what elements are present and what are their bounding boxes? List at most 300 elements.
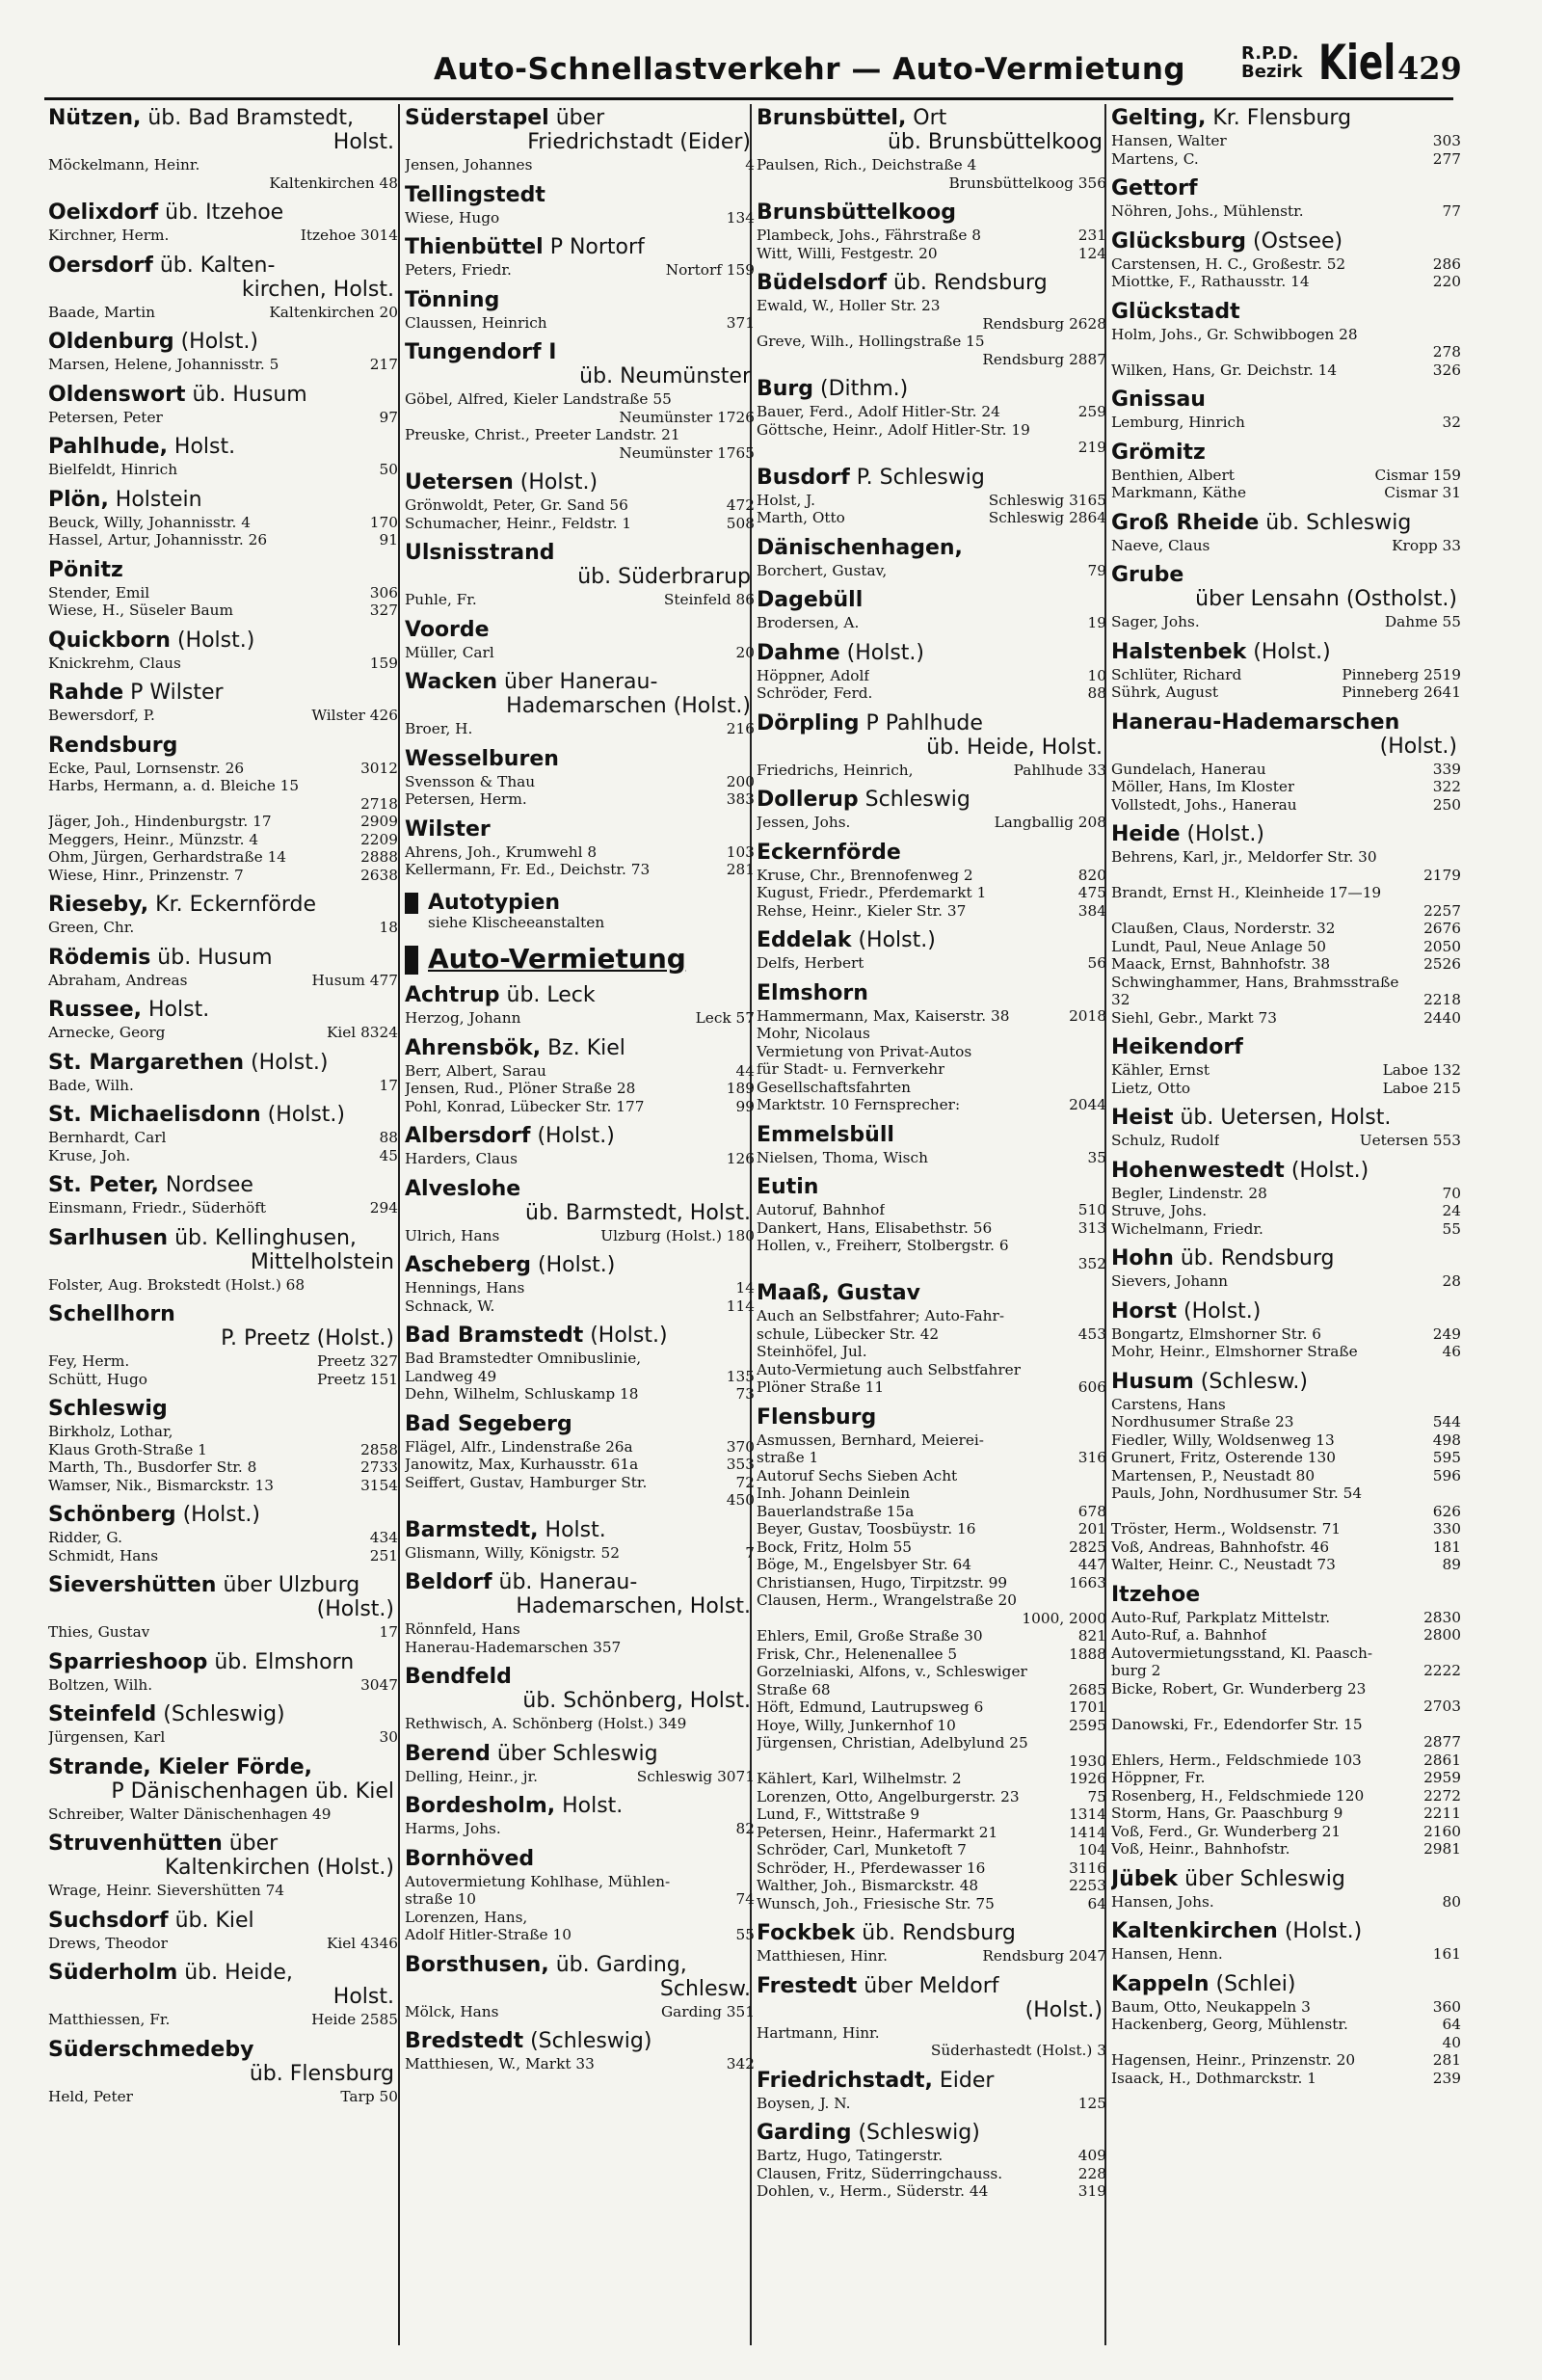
place-qualifier: (Schlei)	[1209, 1971, 1296, 1996]
listing-line	[1111, 1080, 1461, 1098]
listing-number: Cismar 159	[1374, 466, 1461, 484]
place-qualifier: (Holst.)	[839, 640, 924, 665]
place-name: St. Michaelisdonn	[48, 1103, 261, 1127]
place-heading	[757, 1281, 1106, 1305]
listing-number: 342	[726, 2055, 755, 2072]
directory-entry	[1111, 1583, 1461, 1859]
directory-entry	[48, 681, 398, 725]
listing-name: Auto-Vermietung auch Selbstfahrer	[757, 1360, 1022, 1378]
listing-line	[48, 867, 398, 885]
place-name: Dagebüll	[757, 588, 864, 612]
listing-line	[1111, 1805, 1461, 1823]
place-heading	[1111, 1867, 1461, 1891]
listing-line	[48, 1129, 398, 1147]
column-4	[1111, 106, 1461, 2342]
listing-number	[1457, 326, 1461, 344]
listing-line	[48, 1805, 398, 1824]
listing-number: 2733	[360, 1458, 398, 1476]
listing-line	[757, 1770, 1106, 1788]
listing-name: Hansen, Henn.	[1111, 1945, 1223, 1963]
listing-name: Stender, Emil	[48, 583, 150, 602]
listing-number: 370	[726, 1437, 755, 1456]
listing-number: 17	[379, 1076, 398, 1094]
listing-number: Garding 351	[660, 2002, 755, 2020]
listing-name: straße 1	[757, 1449, 819, 1466]
section-marker	[405, 893, 418, 914]
place-heading	[757, 271, 1106, 295]
place-heading	[405, 340, 755, 388]
listing-line	[48, 795, 398, 814]
listing-number: 161	[1432, 1945, 1461, 1963]
listing-name: Danowski, Fr., Edendorfer Str. 15	[1111, 1715, 1363, 1733]
place-name: Garding	[757, 2121, 852, 2145]
directory-entry	[757, 377, 1106, 457]
listing-number: 103	[726, 842, 755, 861]
place-qualifier-continued: Holst.	[332, 1985, 394, 2009]
listing-name: Gesellschaftsfahrten	[757, 1078, 912, 1096]
section-heading-vermietung	[405, 943, 755, 976]
directory-entry	[1111, 1035, 1461, 1097]
listing-number: Pinneberg 2519	[1342, 665, 1461, 683]
directory-entry	[757, 1123, 1106, 1167]
place-heading	[757, 1974, 1106, 2022]
listing-line	[757, 1255, 1106, 1273]
place-qualifier: über Schleswig	[490, 1741, 658, 1766]
place-name: Ascheberg	[405, 1253, 532, 1277]
listing-number: 30	[379, 1728, 398, 1746]
place-name: Itzehoe	[1111, 1582, 1201, 1607]
listing-name: schule, Lübecker Str. 42	[757, 1324, 940, 1343]
listing-name: Brodersen, A.	[757, 614, 860, 631]
place-qualifier: Ort	[906, 106, 947, 130]
place-heading	[757, 641, 1106, 665]
listing-line	[48, 304, 398, 322]
place-qualifier: üb. Itzehoe	[158, 201, 284, 225]
column-2-entries	[405, 106, 755, 879]
listing-line	[757, 1449, 1106, 1467]
listing-name: Jessen, Johs.	[757, 814, 851, 831]
listing-line	[1111, 1520, 1461, 1538]
listing-number: 313	[1077, 1218, 1106, 1237]
listing-number: Cismar 31	[1384, 484, 1461, 501]
place-heading	[48, 435, 398, 459]
listing-line	[405, 496, 755, 515]
directory-entry	[405, 1412, 755, 1510]
listing-name: Ecke, Paul, Lornsenstr. 26	[48, 759, 245, 777]
listing-name: Borchert, Gustav,	[757, 561, 888, 579]
listing-line	[1111, 1449, 1461, 1467]
listing-name: Mohr, Nicolaus	[757, 1025, 870, 1042]
listing-number: 2959	[1423, 1769, 1461, 1786]
place-qualifier-continued: (Holst.)	[1024, 1997, 1103, 2022]
place-heading	[757, 377, 1106, 401]
listing-number	[1457, 974, 1461, 992]
directory-entry	[48, 330, 398, 374]
listing-line	[757, 884, 1106, 902]
place-qualifier: üb. Heide,	[177, 1961, 293, 1985]
listing-name: Harders, Claus	[405, 1150, 518, 1167]
place-qualifier: (Holst.)	[260, 1103, 346, 1127]
listing-name: Möckelmann, Heinr.	[48, 156, 200, 174]
listing-number: 251	[369, 1546, 398, 1564]
place-heading	[48, 1302, 398, 1350]
listing-number: 28	[1442, 1272, 1461, 1290]
listing-number: 2638	[360, 866, 398, 884]
place-name: Süderholm	[48, 1961, 178, 1985]
listing-line	[1111, 867, 1461, 885]
listing-number	[394, 1882, 398, 1900]
listing-line	[757, 562, 1106, 580]
listing-line	[757, 1663, 1106, 1681]
place-name: Kappeln	[1111, 1971, 1210, 1996]
place-heading	[405, 983, 755, 1007]
listing-name: Straße 68	[757, 1680, 831, 1698]
place-name: St. Peter,	[48, 1173, 159, 1197]
listing-number: 35	[1087, 1148, 1106, 1166]
place-qualifier: über	[548, 106, 605, 130]
place-qualifier-continued: Kaltenkirchen (Holst.)	[164, 1856, 394, 1880]
listing-number	[1103, 1307, 1106, 1325]
directory-entry	[405, 106, 755, 174]
autotypien-heading	[405, 890, 755, 915]
place-name: Büdelsdorf	[757, 271, 888, 295]
listing-number: 125	[1077, 2094, 1106, 2112]
listing-number	[1457, 1680, 1461, 1698]
place-name: Ulsnisstrand	[405, 541, 555, 565]
directory-entry	[1111, 1867, 1461, 1912]
listing-name: Schnack, W.	[405, 1297, 495, 1315]
listing-name: Sager, Johs.	[1111, 613, 1200, 630]
listing-line	[757, 2042, 1106, 2060]
listing-name: Petersen, Peter	[48, 408, 163, 426]
place-heading	[48, 201, 398, 225]
listing-line	[405, 591, 755, 609]
listing-name: Harms, Johs.	[405, 1820, 501, 1837]
listing-name: Landweg 49	[405, 1367, 497, 1385]
listing-line	[48, 1623, 398, 1642]
place-qualifier: Schleswig	[858, 788, 970, 812]
listing-name: Lundt, Paul, Neue Anlage 50	[1111, 937, 1327, 955]
listing-name: Hoye, Willy, Junkernhof 10	[757, 1716, 956, 1734]
place-name: Struvenhütten	[48, 1832, 223, 1856]
place-heading	[48, 1397, 398, 1421]
listing-number: 32	[1442, 414, 1461, 431]
listing-name: Brandt, Ernst H., Kleinheide 17—19	[1111, 884, 1382, 901]
listing-line	[757, 1947, 1106, 1966]
place-qualifier-continued: (Holst.)	[316, 1597, 394, 1621]
listing-number	[1103, 156, 1106, 174]
place-qualifier: (Dithm.)	[813, 377, 909, 401]
listing-number: Preetz 151	[317, 1370, 398, 1388]
listing-number: 450	[726, 1491, 755, 1509]
listing-number: Husum 477	[311, 971, 398, 989]
listing-number: 2703	[1423, 1698, 1461, 1715]
place-qualifier-continued: Hademarschen, Holst.	[516, 1594, 751, 1618]
directory-entry	[48, 488, 398, 549]
listing-name: Autoruf, Bahnhof	[757, 1201, 886, 1218]
place-heading	[1111, 229, 1461, 254]
place-name: Bordesholm,	[405, 1794, 556, 1818]
listing-line	[1111, 974, 1461, 992]
page-number: 429	[1397, 50, 1462, 87]
place-heading	[405, 1742, 755, 1766]
listing-number: 472	[726, 496, 755, 514]
listing-name: Mölck, Hans	[405, 2002, 499, 2020]
listing-line	[757, 2024, 1106, 2043]
listing-name: Hansen, Johs.	[1111, 1892, 1214, 1911]
directory-entry	[405, 2029, 755, 2073]
place-name: Schleswig	[48, 1397, 168, 1421]
place-qualifier: (Ostsee)	[1246, 228, 1343, 254]
listing-line	[405, 156, 755, 174]
listing-name: Rethwisch, A. Schönberg (Holst.) 349	[405, 1715, 687, 1732]
listing-number	[394, 1423, 398, 1441]
place-qualifier: (Holst.)	[1246, 639, 1331, 664]
listing-number: 2222	[1423, 1662, 1461, 1679]
place-name: Gelting,	[1111, 106, 1207, 130]
listing-line	[405, 1098, 755, 1116]
directory-entry	[1111, 1246, 1461, 1291]
listing-line	[1111, 613, 1461, 631]
listing-name: Flägel, Alfr., Lindenstraße 26a	[405, 1437, 633, 1456]
listing-name: Boltzen, Wilh.	[48, 1675, 153, 1694]
place-qualifier-continued: Friedrichstadt (Eider)	[527, 130, 751, 154]
directory-entry	[48, 734, 398, 885]
listing-number: 3012	[360, 759, 398, 777]
listing-number	[1103, 1043, 1106, 1061]
listing-name: Kruse, Chr., Brennofenweg 2	[757, 866, 973, 884]
listing-line	[1111, 761, 1461, 779]
listing-name: Adolf Hitler-Straße 10	[405, 1926, 572, 1943]
listing-number: 134	[726, 208, 755, 227]
place-qualifier-continued: üb. Barmstedt, Holst.	[525, 1200, 751, 1225]
listing-line	[405, 426, 755, 444]
listing-number: 453	[1077, 1324, 1106, 1343]
place-qualifier-continued: üb. Süderbrarup	[577, 565, 751, 589]
listing-line	[48, 1352, 398, 1371]
directory-entry	[48, 2038, 398, 2106]
place-heading	[1111, 1299, 1461, 1324]
place-heading	[48, 1226, 398, 1274]
listing-line	[48, 356, 398, 374]
place-heading	[48, 2038, 398, 2086]
listing-name: Sührk, August	[1111, 683, 1219, 701]
listing-line	[1111, 1787, 1461, 1805]
listing-name: Wunsch, Joh., Friesische Str. 75	[757, 1894, 995, 1912]
listing-name: Lorenzen, Hans,	[405, 1908, 528, 1926]
listing-number: 2160	[1423, 1822, 1461, 1840]
listing-name: Bauer, Ferd., Adolf Hitler-Str. 24	[757, 403, 1000, 420]
place-heading	[405, 747, 755, 771]
directory-entry	[757, 536, 1106, 580]
listing-name: Kruse, Joh.	[48, 1146, 131, 1164]
place-name: Rödemis	[48, 945, 151, 970]
listing-number: 2981	[1423, 1840, 1461, 1858]
listing-number	[1457, 884, 1461, 902]
directory-entry	[405, 541, 755, 609]
place-name: Husum	[1111, 1369, 1194, 1394]
place-name: Tungendorf I	[405, 340, 557, 364]
listing-name: Voß, Andreas, Bahnhofstr. 46	[1111, 1538, 1330, 1556]
listing-line	[757, 1717, 1106, 1735]
place-qualifier: (Holst.)	[583, 1324, 668, 1348]
listing-name: Boysen, J. N.	[757, 2094, 851, 2112]
listing-line	[757, 1788, 1106, 1806]
listing-line	[1111, 1009, 1461, 1028]
directory-entry	[1111, 822, 1461, 1027]
listing-name: Plöner Straße 11	[757, 1378, 885, 1396]
place-heading	[1111, 106, 1461, 130]
listing-number: Rendsburg 2887	[982, 350, 1106, 368]
place-name: Gnissau	[1111, 388, 1206, 412]
listing-name: Matthiesen, W., Markt 33	[405, 2055, 595, 2072]
listing-line	[757, 1043, 1106, 1061]
place-heading	[757, 2121, 1106, 2145]
listing-number: 371	[726, 313, 755, 332]
listing-number: 353	[726, 1456, 755, 1473]
listing-line	[757, 297, 1106, 315]
listing-name: Isaack, H., Dothmarckstr. 1	[1111, 2069, 1316, 2087]
directory-entry	[48, 1909, 398, 1953]
listing-number: 249	[1432, 1324, 1461, 1343]
listing-line	[1111, 1484, 1461, 1503]
listing-name: Wichelmann, Friedr.	[1111, 1219, 1263, 1238]
listing-name: Dehn, Wilhelm, Schluskamp 18	[405, 1385, 639, 1403]
place-name: Berend	[405, 1741, 491, 1766]
place-name: Steinfeld	[48, 1702, 157, 1726]
listing-number: 88	[1087, 684, 1106, 702]
listing-line	[405, 1279, 755, 1297]
listing-number: 352	[1077, 1254, 1106, 1272]
listing-number: 228	[1077, 2164, 1106, 2182]
place-heading	[757, 841, 1106, 865]
place-qualifier: P Pahlhude	[859, 710, 983, 735]
page-header	[0, 0, 1542, 96]
listing-line	[1111, 150, 1461, 169]
place-heading	[405, 618, 755, 642]
listing-line	[405, 1080, 755, 1098]
listing-line	[1111, 1662, 1461, 1680]
listing-number: 64	[1087, 1894, 1106, 1912]
listing-name: Jürgensen, Karl	[48, 1728, 166, 1746]
listing-number	[1103, 421, 1106, 440]
listing-line	[48, 584, 398, 602]
listing-number: Laboe 132	[1382, 1061, 1461, 1079]
listing-line	[48, 409, 398, 427]
listing-line	[48, 1199, 398, 1217]
directory-entry	[757, 588, 1106, 632]
listing-number	[1103, 1237, 1106, 1255]
listing-name: Carstens, Hans	[1111, 1395, 1226, 1413]
listing-line	[757, 1520, 1106, 1538]
listing-line	[1111, 1185, 1461, 1203]
listing-line	[757, 762, 1106, 780]
place-heading	[405, 1953, 755, 2001]
listing-name: Meggers, Heinr., Münzstr. 4	[48, 830, 259, 848]
place-heading	[48, 1051, 398, 1075]
listing-line	[757, 1378, 1106, 1397]
listing-name: Höppner, Adolf	[757, 666, 869, 684]
directory-entry	[48, 1503, 398, 1564]
place-heading	[48, 254, 398, 302]
listing-name: Pohl, Konrad, Lübecker Str. 177	[405, 1097, 645, 1115]
listing-line	[1111, 1220, 1461, 1239]
listing-name: für Stadt- u. Fernverkehr	[757, 1060, 945, 1078]
listing-line	[48, 2088, 398, 2106]
listing-number: 1000, 2000	[1022, 1609, 1106, 1627]
listing-name: Ewald, W., Holler Str. 23	[757, 297, 941, 314]
place-heading	[757, 981, 1106, 1005]
place-qualifier: P Nortorf	[543, 235, 645, 259]
directory-entry	[405, 288, 755, 333]
listing-number: 250	[1432, 795, 1461, 814]
listing-number: 595	[1432, 1449, 1461, 1466]
place-qualifier: Holst.	[142, 998, 210, 1022]
listing-line	[757, 684, 1106, 703]
listing-name: Schröder, H., Pferdewasser 16	[757, 1859, 986, 1877]
listing-line	[757, 1467, 1106, 1485]
autotypien-reference: siehe Klischeeanstalten	[428, 913, 605, 931]
listing-name: Abraham, Andreas	[48, 971, 188, 989]
place-qualifier-continued: üb. Brunsbüttelkoog	[887, 130, 1103, 154]
listing-number: 40	[1442, 2033, 1461, 2051]
place-heading	[405, 1794, 755, 1818]
listing-name: Ulrich, Hans	[405, 1226, 500, 1244]
directory-entry	[757, 641, 1106, 703]
listing-number: 1414	[1069, 1823, 1106, 1841]
place-name: Groß Rheide	[1111, 510, 1260, 535]
place-qualifier: üb. Rendsburg	[1173, 1246, 1335, 1270]
listing-line	[1111, 1556, 1461, 1574]
place-heading	[48, 1832, 398, 1880]
listing-line	[405, 1227, 755, 1245]
place-qualifier: (Holst.)	[175, 1503, 260, 1527]
directory-entry	[405, 1794, 755, 1838]
place-qualifier: üb. Rendsburg	[887, 271, 1048, 295]
column-1	[48, 106, 398, 2342]
listing-number: Tarp 50	[340, 2087, 398, 2105]
listing-line	[405, 790, 755, 809]
place-name: Wacken	[405, 670, 497, 694]
listing-name: Auch an Selbstfahrer; Auto-Fahr-	[757, 1307, 1005, 1324]
listing-name: Voß, Ferd., Gr. Wunderberg 21	[1111, 1822, 1342, 1840]
listing-name: Wilken, Hans, Gr. Deichstr. 14	[1111, 361, 1338, 379]
listing-line	[757, 1574, 1106, 1592]
listing-name: Plambeck, Johs., Fährstraße 8	[757, 227, 982, 244]
listing-number: 259	[1077, 403, 1106, 420]
listing-line	[757, 227, 1106, 245]
place-heading	[48, 488, 398, 512]
listing-name: Walter, Heinr. C., Neustadt 73	[1111, 1556, 1336, 1573]
listing-number: 678	[1077, 1502, 1106, 1520]
place-name: Wesselburen	[405, 746, 559, 771]
place-qualifier: üb. Garding,	[548, 1952, 687, 1977]
place-heading	[757, 536, 1106, 560]
listing-name: Schmidt, Hans	[48, 1546, 159, 1564]
listing-number	[1103, 333, 1106, 351]
place-heading	[48, 1103, 398, 1127]
directory-entry	[48, 1173, 398, 1217]
place-name: Suchsdorf	[48, 1908, 169, 1933]
place-heading	[757, 201, 1106, 225]
listing-name: Ridder, G.	[48, 1529, 122, 1546]
listing-number: 409	[1077, 2147, 1106, 2164]
listing-line	[48, 174, 398, 193]
listing-line	[405, 2055, 755, 2073]
place-name: Eutin	[757, 1175, 819, 1199]
listing-name: Lemburg, Hinrich	[1111, 414, 1245, 431]
listing-line	[1111, 1132, 1461, 1150]
